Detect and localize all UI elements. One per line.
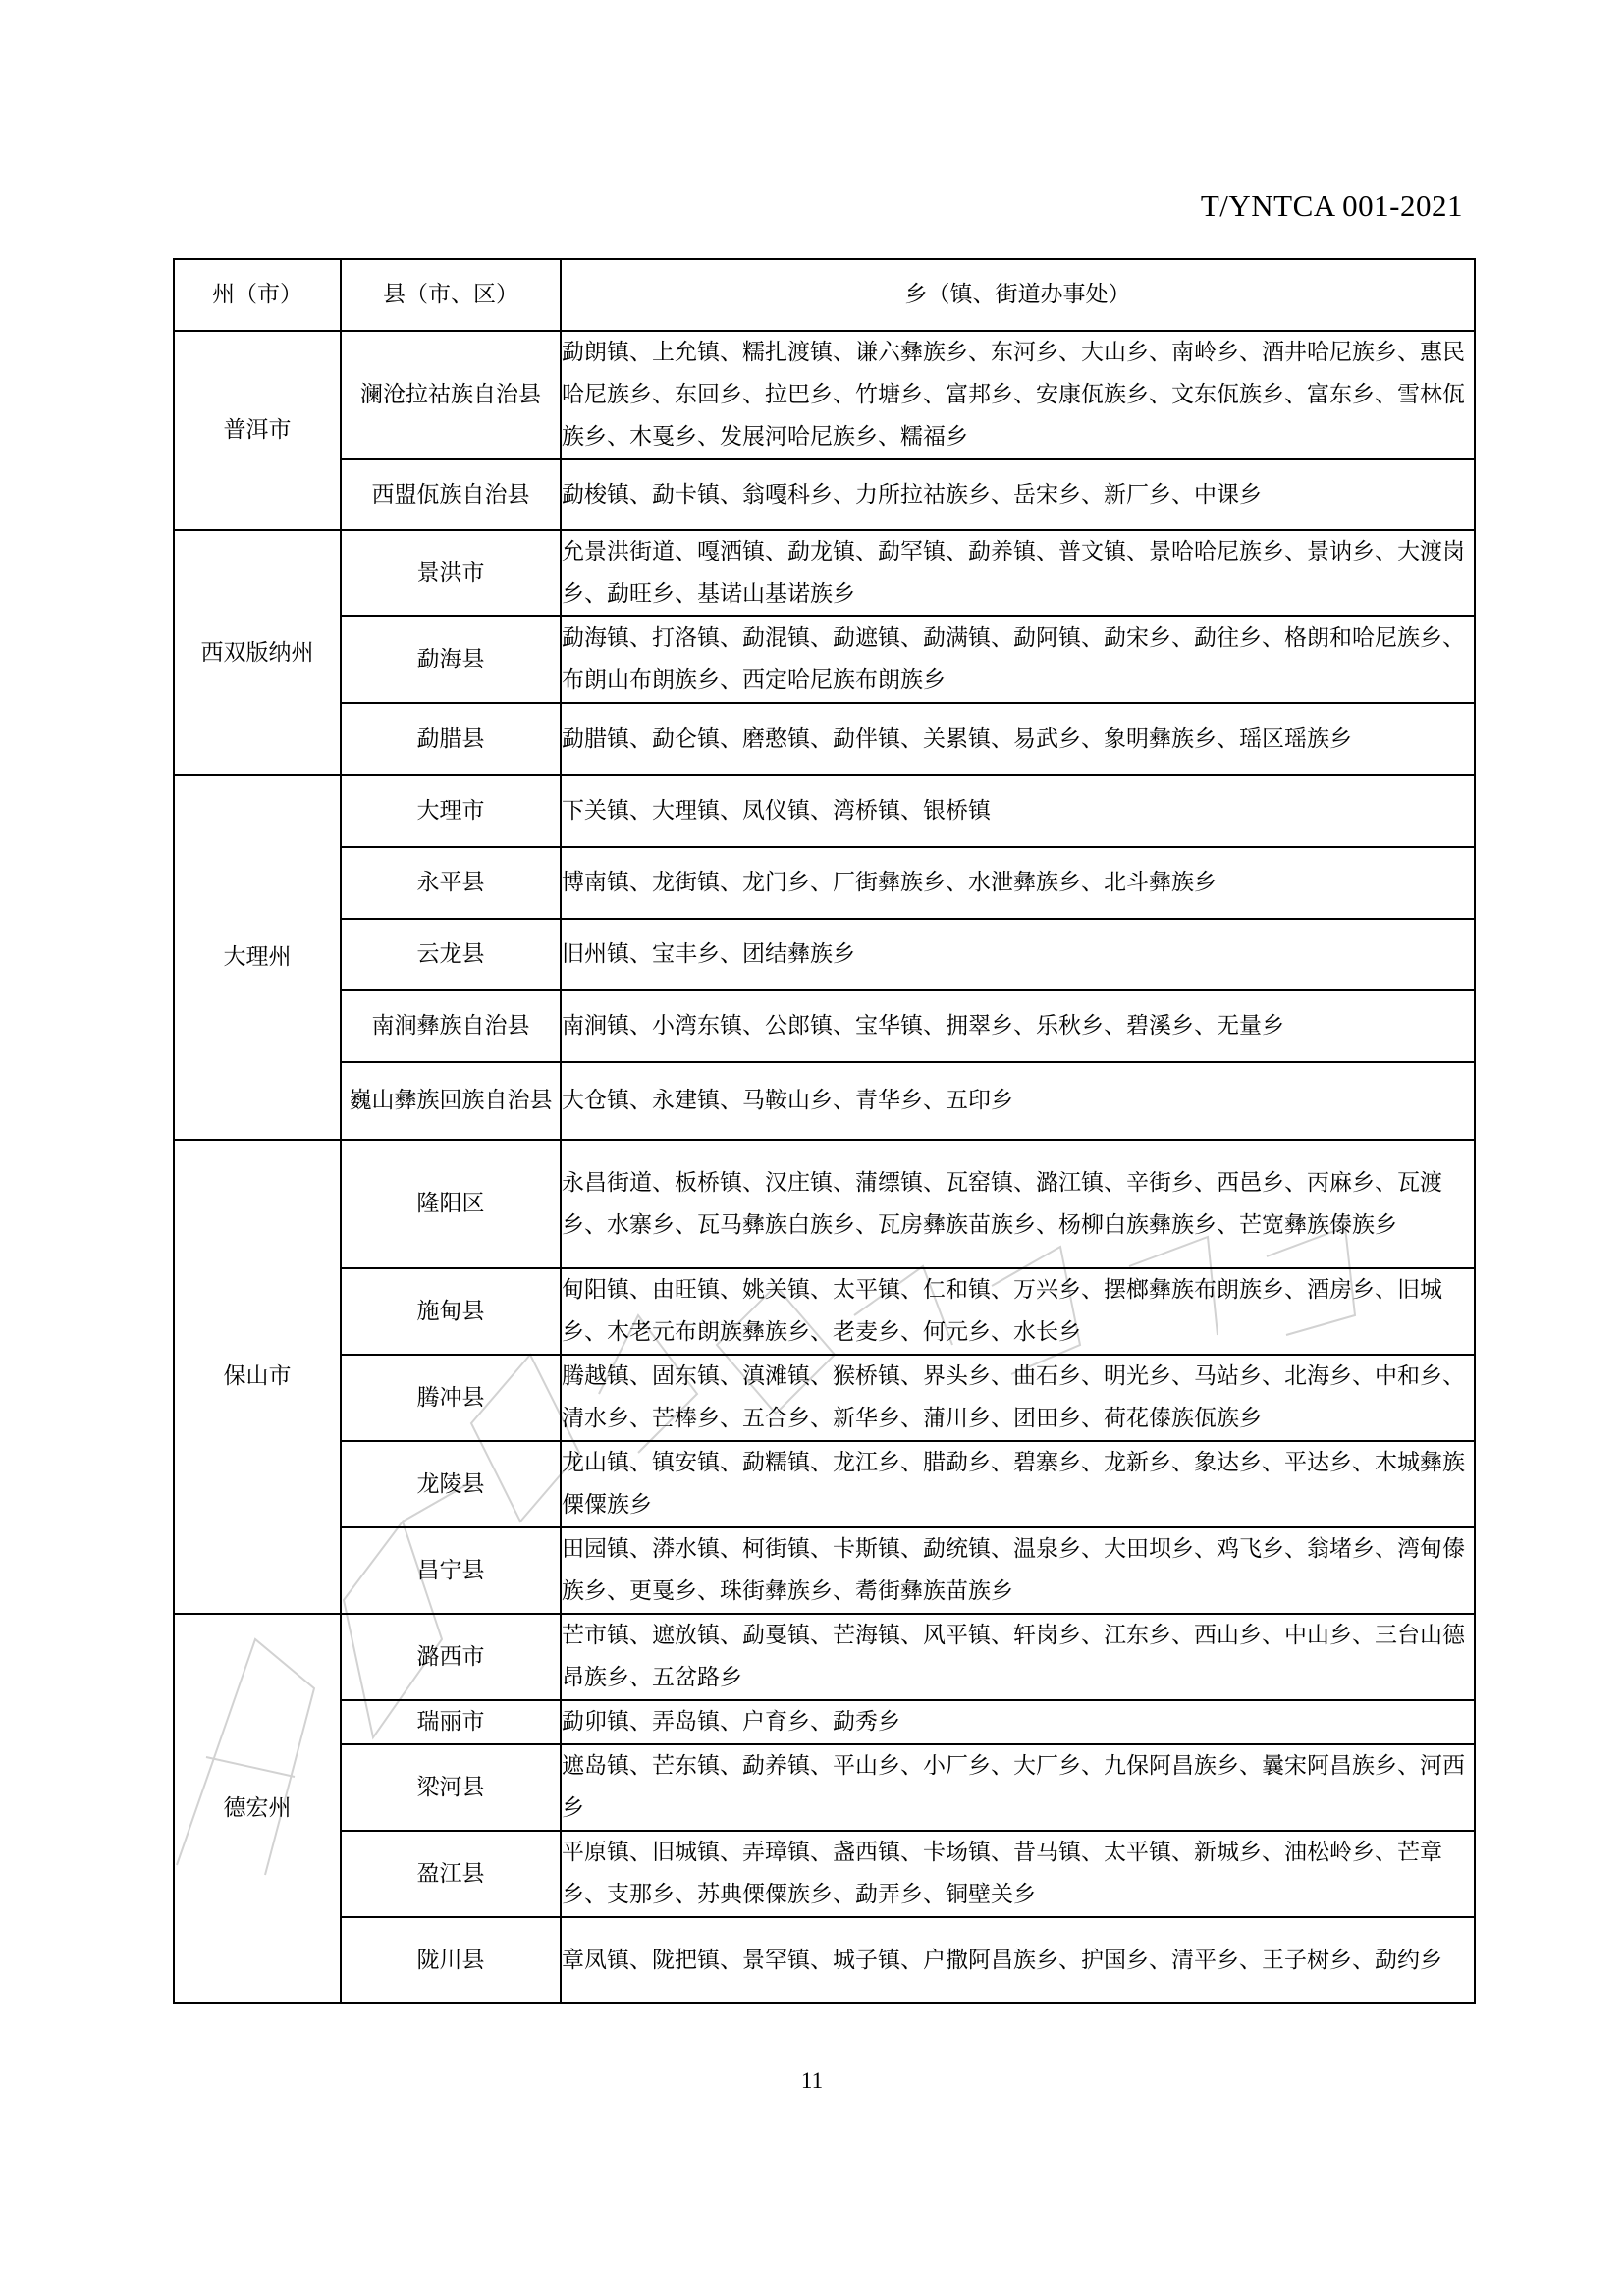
header-prefecture: 州（市） <box>174 259 341 331</box>
table-row <box>174 703 1475 775</box>
county-cell: 隆阳区 <box>341 1140 561 1268</box>
county-cell: 西盟佤族自治县 <box>341 459 561 530</box>
county-cell: 澜沧拉祜族自治县 <box>341 331 561 459</box>
table-row <box>174 1700 1475 1744</box>
towns-cell: 勐卯镇、弄岛镇、户育乡、勐秀乡 <box>561 1700 1475 1744</box>
towns-cell: 芒市镇、遮放镇、勐戛镇、芒海镇、风平镇、轩岗乡、江东乡、西山乡、中山乡、三台山德昂族乡、五岔路乡 <box>561 1614 1475 1700</box>
county-cell: 云龙县 <box>341 919 561 990</box>
towns-cell: 大仓镇、永建镇、马鞍山乡、青华乡、五印乡 <box>561 1062 1475 1140</box>
towns-cell: 勐朗镇、上允镇、糯扎渡镇、谦六彝族乡、东河乡、大山乡、南岭乡、酒井哈尼族乡、惠民哈尼族乡、东回乡、拉巴乡、竹塘乡、富邦乡、安康佤族乡、文东佤族乡、富东乡、雪林佤族乡、木戛乡、发展河哈尼族乡、糯福乡 <box>561 331 1475 459</box>
prefecture-cell: 普洱市 <box>174 331 341 530</box>
table-row <box>174 919 1475 990</box>
county-cell: 陇川县 <box>341 1917 561 2003</box>
towns-cell: 勐海镇、打洛镇、勐混镇、勐遮镇、勐满镇、勐阿镇、勐宋乡、勐往乡、格朗和哈尼族乡、布朗山布朗族乡、西定哈尼族布朗族乡 <box>561 616 1475 703</box>
towns-cell: 田园镇、漭水镇、柯街镇、卡斯镇、勐统镇、温泉乡、大田坝乡、鸡飞乡、翁堵乡、湾甸傣族乡、更戛乡、珠街彝族乡、耈街彝族苗族乡 <box>561 1527 1475 1614</box>
towns-cell: 龙山镇、镇安镇、勐糯镇、龙江乡、腊勐乡、碧寨乡、龙新乡、象达乡、平达乡、木城彝族傈僳族乡 <box>561 1441 1475 1527</box>
county-cell: 昌宁县 <box>341 1527 561 1614</box>
county-cell: 梁河县 <box>341 1744 561 1831</box>
table-row <box>174 331 1475 459</box>
county-cell: 腾冲县 <box>341 1355 561 1441</box>
prefecture-cell: 德宏州 <box>174 1614 341 2003</box>
table-row <box>174 1062 1475 1140</box>
table-row <box>174 616 1475 703</box>
towns-cell: 腾越镇、固东镇、滇滩镇、猴桥镇、界头乡、曲石乡、明光乡、马站乡、北海乡、中和乡、清水乡、芒棒乡、五合乡、新华乡、蒲川乡、团田乡、荷花傣族佤族乡 <box>561 1355 1475 1441</box>
table-header-row <box>174 259 1475 331</box>
table-row <box>174 1140 1475 1268</box>
table-row <box>174 847 1475 919</box>
towns-cell: 甸阳镇、由旺镇、姚关镇、太平镇、仁和镇、万兴乡、摆榔彝族布朗族乡、酒房乡、旧城乡、木老元布朗族彝族乡、老麦乡、何元乡、水长乡 <box>561 1268 1475 1355</box>
towns-cell: 下关镇、大理镇、凤仪镇、湾桥镇、银桥镇 <box>561 775 1475 847</box>
standard-code: T/YNTCA 001-2021 <box>1200 188 1463 223</box>
county-cell: 永平县 <box>341 847 561 919</box>
county-cell: 盈江县 <box>341 1831 561 1917</box>
table-row <box>174 1614 1475 1700</box>
prefecture-cell: 西双版纳州 <box>174 530 341 775</box>
table-row <box>174 1355 1475 1441</box>
county-cell: 勐腊县 <box>341 703 561 775</box>
table-row <box>174 1917 1475 2003</box>
table-row <box>174 530 1475 616</box>
county-cell: 巍山彝族回族自治县 <box>341 1062 561 1140</box>
township-table <box>173 258 1476 2004</box>
county-cell: 施甸县 <box>341 1268 561 1355</box>
county-cell: 潞西市 <box>341 1614 561 1700</box>
prefecture-cell: 大理州 <box>174 775 341 1140</box>
county-cell: 龙陵县 <box>341 1441 561 1527</box>
towns-cell: 勐腊镇、勐仑镇、磨憨镇、勐伴镇、关累镇、易武乡、象明彝族乡、瑶区瑶族乡 <box>561 703 1475 775</box>
table-row <box>174 1744 1475 1831</box>
header-county: 县（市、区） <box>341 259 561 331</box>
towns-cell: 平原镇、旧城镇、弄璋镇、盏西镇、卡场镇、昔马镇、太平镇、新城乡、油松岭乡、芒章乡、支那乡、苏典傈僳族乡、勐弄乡、铜壁关乡 <box>561 1831 1475 1917</box>
towns-cell: 遮岛镇、芒东镇、勐养镇、平山乡、小厂乡、大厂乡、九保阿昌族乡、曩宋阿昌族乡、河西乡 <box>561 1744 1475 1831</box>
towns-cell: 旧州镇、宝丰乡、团结彝族乡 <box>561 919 1475 990</box>
prefecture-cell: 保山市 <box>174 1140 341 1614</box>
table-row <box>174 459 1475 530</box>
table-row <box>174 1527 1475 1614</box>
page-number: 11 <box>800 2068 824 2093</box>
towns-cell: 允景洪街道、嘎洒镇、勐龙镇、勐罕镇、勐养镇、普文镇、景哈哈尼族乡、景讷乡、大渡岗乡、勐旺乡、基诺山基诺族乡 <box>561 530 1475 616</box>
towns-cell: 永昌街道、板桥镇、汉庄镇、蒲缥镇、瓦窑镇、潞江镇、辛街乡、西邑乡、丙麻乡、瓦渡乡、水寨乡、瓦马彝族白族乡、瓦房彝族苗族乡、杨柳白族彝族乡、芒宽彝族傣族乡 <box>561 1140 1475 1268</box>
county-cell: 南涧彝族自治县 <box>341 990 561 1062</box>
county-cell: 大理市 <box>341 775 561 847</box>
county-cell: 景洪市 <box>341 530 561 616</box>
table-row <box>174 990 1475 1062</box>
county-cell: 勐海县 <box>341 616 561 703</box>
table-row <box>174 1441 1475 1527</box>
towns-cell: 南涧镇、小湾东镇、公郎镇、宝华镇、拥翠乡、乐秋乡、碧溪乡、无量乡 <box>561 990 1475 1062</box>
table-row <box>174 1831 1475 1917</box>
county-cell: 瑞丽市 <box>341 1700 561 1744</box>
towns-cell: 章凤镇、陇把镇、景罕镇、城子镇、户撒阿昌族乡、护国乡、清平乡、王子树乡、勐约乡 <box>561 1917 1475 2003</box>
header-towns: 乡（镇、街道办事处） <box>561 259 1475 331</box>
table-row <box>174 1268 1475 1355</box>
towns-cell: 博南镇、龙街镇、龙门乡、厂街彝族乡、水泄彝族乡、北斗彝族乡 <box>561 847 1475 919</box>
towns-cell: 勐梭镇、勐卡镇、翁嘎科乡、力所拉祜族乡、岳宋乡、新厂乡、中课乡 <box>561 459 1475 530</box>
table-row <box>174 775 1475 847</box>
